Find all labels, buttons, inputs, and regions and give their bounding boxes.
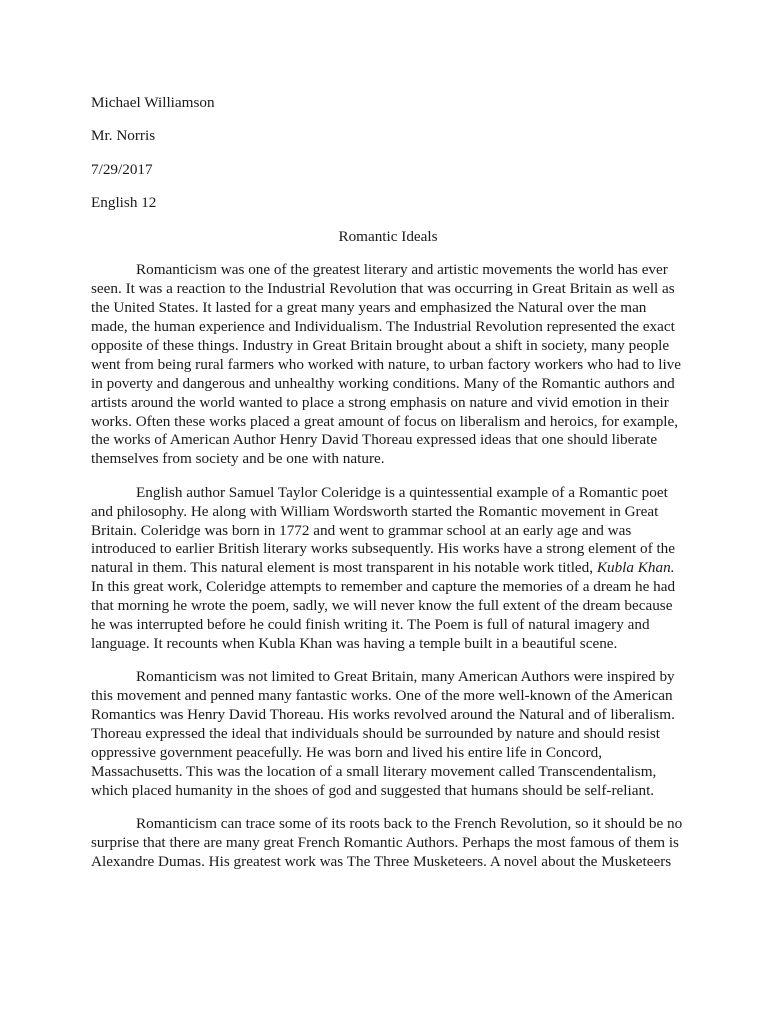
paragraph-line: this movement and penned many fantastic works. One of the more well-known of the American bbox=[91, 687, 673, 705]
paragraph-line: Massachusetts. This was the location of a small literary movement called Transcendentalism, bbox=[91, 762, 657, 780]
paragraph-line: Thoreau expressed the ideal that individuals should be surrounded by nature and should resist bbox=[91, 725, 660, 743]
paragraph-line: introduced to earlier British literary works subsequently. His works have a strong element of the bbox=[91, 540, 676, 558]
paragraph-line: that morning he wrote the poem, sadly, we will never know the full extent of the dream because bbox=[91, 597, 673, 615]
paragraph-line: works. Often these works placed a great amount of focus on liberalism and heroics, for example, bbox=[91, 412, 679, 430]
document-body bbox=[91, 94, 685, 887]
paragraph-line: language. It recounts when Kubla Khan was having a temple built in a beautiful scene. bbox=[91, 634, 618, 652]
paragraph-line: English author Samuel Taylor Coleridge is a quintessential example of a Romantic poet bbox=[136, 483, 668, 501]
course-name: English 12 bbox=[91, 194, 157, 212]
paragraph-4 bbox=[91, 815, 685, 872]
paragraph-line: he was interrupted before he could finish writing it. The Poem is full of natural imagery and bbox=[91, 616, 650, 634]
paragraph-line-text: natural in them. This natural element is most transparent in his notable work titled, bbox=[91, 559, 597, 577]
teacher-name: Mr. Norris bbox=[91, 127, 156, 145]
paragraph-line: which placed humanity in the shoes of god and suggested that humans should be self-reliant. bbox=[91, 781, 655, 799]
paragraph-1 bbox=[91, 261, 685, 469]
paragraph-3 bbox=[91, 668, 685, 800]
paragraph-line: oppressive government peacefully. He was born and lived his entire life in Concord, bbox=[91, 743, 603, 761]
paragraph-line: Romanticism was not limited to Great Britain, many American Authors were inspired by bbox=[136, 668, 675, 686]
paragraph-line: and philosophy. He along with William Wordsworth started the Romantic movement in Great bbox=[91, 502, 659, 520]
paragraph-line: went from being rural farmers who worked with nature, to urban factory workers who had to live bbox=[91, 355, 682, 373]
paragraph-line: themselves from society and be one with nature. bbox=[91, 450, 385, 468]
paragraph-line: In this great work, Coleridge attempts to remember and capture the memories of a dream he had bbox=[91, 578, 676, 596]
paragraph-line: the United States. It lasted for a great many years and emphasized the Natural over the man bbox=[91, 299, 647, 317]
paragraph-line: surprise that there are many great French Romantic Authors. Perhaps the most famous of them is bbox=[91, 834, 679, 852]
paragraph-line: made, the human experience and Individualism. The Industrial Revolution represented the exact bbox=[91, 318, 675, 336]
essay-title: Romantic Ideals bbox=[338, 227, 438, 245]
essay-date: 7/29/2017 bbox=[91, 160, 153, 178]
paragraph-line: Britain. Coleridge was born in 1772 and went to grammar school at an early age and was bbox=[91, 521, 632, 539]
paragraph-line: the works of American Author Henry David Thoreau expressed ideas that one should liberate bbox=[91, 431, 658, 449]
paragraph-line: in poverty and dangerous and unhealthy working conditions. Many of the Romantic authors and bbox=[91, 374, 675, 392]
paragraph-2 bbox=[91, 484, 685, 654]
author-name: Michael Williamson bbox=[91, 94, 215, 111]
paragraph-line: Romantics was Henry David Thoreau. His works revolved around the Natural and of liberalism. bbox=[91, 706, 675, 724]
paragraph-line: Romanticism was one of the greatest literary and artistic movements the world has ever bbox=[136, 261, 668, 279]
work-title-kubla-khan: Kubla Khan. bbox=[596, 559, 675, 577]
paragraph-line: Alexandre Dumas. His greatest work was The Three Musketeers. A novel about the Musketeers bbox=[91, 853, 672, 871]
paragraph-line bbox=[91, 559, 685, 578]
paragraph-line: artists around the world wanted to place a strong emphasis on nature and vivid emotion in their bbox=[91, 393, 669, 411]
paragraph-line: Romanticism can trace some of its roots back to the French Revolution, so it should be no bbox=[136, 815, 683, 833]
paragraph-line: opposite of these things. Industry in Great Britain brought about a shift in society, many people bbox=[91, 336, 670, 354]
paragraph-line: seen. It was a reaction to the Industrial Revolution that was occurring in Great Britain as well as bbox=[91, 280, 675, 298]
